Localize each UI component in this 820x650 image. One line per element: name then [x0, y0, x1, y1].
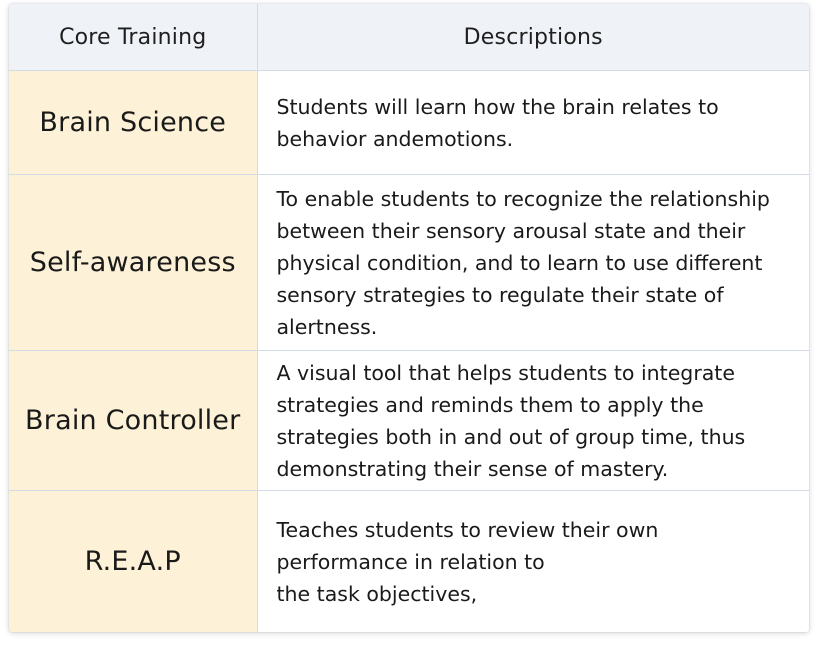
- row-title-self-awareness: Self-awareness: [9, 175, 257, 351]
- table-row: [9, 175, 809, 351]
- row-title-reap: R.E.A.P: [9, 491, 257, 633]
- description-line: A visual tool that helps students to integrate: [276, 360, 735, 385]
- row-description: [257, 351, 809, 491]
- row-title-brain-science: Brain Science: [9, 71, 257, 175]
- description-line: between their sensory arousal state and their: [276, 218, 746, 243]
- description-line: performance in relation to: [276, 549, 545, 574]
- table-row: [9, 71, 809, 175]
- description-line: Students will learn how the brain relates to: [276, 94, 719, 119]
- description-line: strategies both in and out of group time, thus: [276, 424, 746, 449]
- description-line: alertness.: [276, 314, 378, 339]
- description-line: the task objectives,: [276, 581, 478, 606]
- row-description: [257, 71, 809, 175]
- header-core-training: Core Training: [9, 4, 257, 71]
- header-descriptions: Descriptions: [257, 4, 809, 71]
- description-line: behavior andemotions.: [276, 126, 514, 151]
- description-line: Teaches students to review their own: [276, 517, 659, 542]
- table-header-row: [9, 4, 809, 71]
- description-line: To enable students to recognize the relationship: [276, 186, 770, 211]
- description-line: physical condition, and to learn to use different: [276, 250, 763, 275]
- core-training-table-card: [9, 4, 809, 632]
- table-row: [9, 491, 809, 633]
- description-line: strategies and reminds them to apply the: [276, 392, 704, 417]
- core-training-table: [9, 4, 809, 632]
- description-line: demonstrating their sense of mastery.: [276, 456, 669, 481]
- table-row: [9, 351, 809, 491]
- row-title-brain-controller: Brain Controller: [9, 351, 257, 491]
- row-description: [257, 175, 809, 351]
- row-description: [257, 491, 809, 633]
- description-line: sensory strategies to regulate their state of: [276, 282, 724, 307]
